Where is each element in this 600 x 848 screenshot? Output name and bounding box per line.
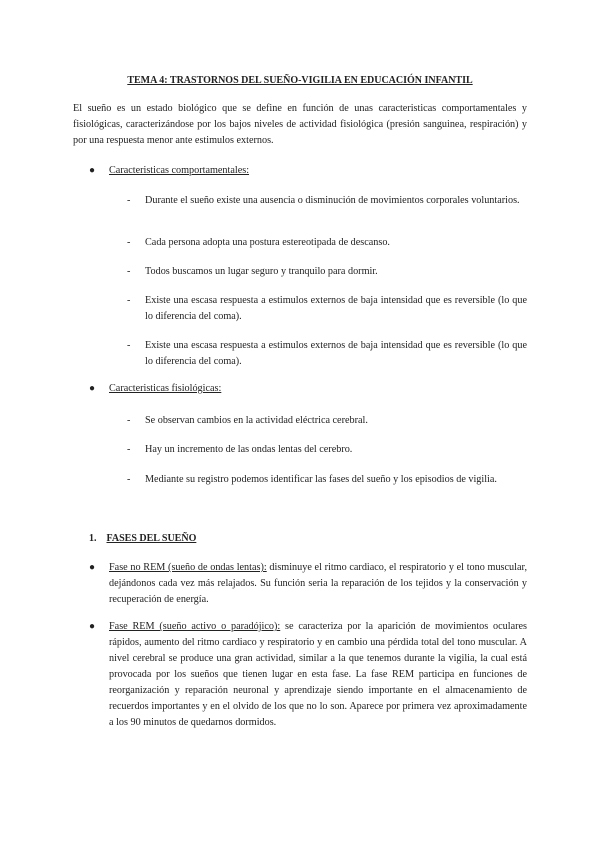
physiological-heading: Caracteristicas fisiológicas: <box>109 383 222 394</box>
list-item: Mediante su registro podemos identificar las fases del sueño y los episodios de vigilia. <box>145 474 497 485</box>
phase-term: Fase REM (sueño activo o paradójico): <box>109 621 281 632</box>
list-item: Existe una escasa respuesta a estimulos externos de baja intensidad que es reversible (lo que lo diferencia del coma). <box>145 295 527 322</box>
section-label: FASES DEL SUEÑO <box>106 533 197 544</box>
list-item: Existe una escasa respuesta a estimulos externos de baja intensidad que es reversible (lo que lo diferencia del coma). <box>145 340 527 367</box>
list-item: Cada persona adopta una postura estereotipada de descanso. <box>145 237 390 248</box>
page-title: TEMA 4: TRASTORNOS DEL SUEÑO-VIGILIA EN EDUCACIÓN INFANTIL <box>127 75 473 86</box>
dash-icon: - <box>127 444 131 455</box>
bullet-icon: ● <box>89 562 96 573</box>
dash-icon: - <box>127 237 131 248</box>
section-number: 1. <box>89 533 97 544</box>
section-heading <box>89 531 196 547</box>
phase-paragraph <box>109 560 527 608</box>
list-item: Se observan cambios en la actividad eléctrica cerebral. <box>145 415 368 426</box>
dash-icon: - <box>127 266 131 277</box>
dash-icon: - <box>127 415 131 426</box>
bullet-icon: ● <box>89 621 96 632</box>
dash-icon: - <box>127 474 131 485</box>
list-item: Durante el sueño existe una ausencia o disminución de movimientos corporales voluntarios. <box>145 195 520 206</box>
phase-term: Fase no REM (sueño de ondas lentas): <box>109 562 267 573</box>
phase-text: disminuye el ritmo cardiaco, el respiratorio y el tono muscular, dejándonos cada vez más relajados. Su función seria la reparación de los tejidos y la conservación y recuperación de energía. <box>109 562 528 605</box>
phase-text: se caracteriza por la aparición de movimientos oculares rápidos, aumento del ritmo cardiaco y respiratorio y en cambio una pérdida total del tono muscular. A nivel cerebral se produce una gran actividad, similar a la que tenemos durante la vigilia, la cual está provocada por los sueños que tienen lugar en esta fase. La fase REM participa en funciones de reorganización y reparación neuronal y aprendizaje siendo importante en el almacenamiento de recuerdos importantes y en el olvido de los que no lo son. Aparece por primera vez aproximadamente a los 90 minutos de quedarnos dormidos. <box>109 621 527 728</box>
bullet-icon: ● <box>89 165 96 176</box>
dash-icon: - <box>127 340 131 351</box>
list-item: Todos buscamos un lugar seguro y tranquilo para dormir. <box>145 266 378 277</box>
intro-paragraph: El sueño es un estado biológico que se define en función de unas caracteristicas comportamentales y fisiológicas, caracterizándose por los bajos niveles de actividad fisiológica (presión sanguinea, respiración) y por una respuesta menor ante estimulos externos. <box>73 103 527 146</box>
behavioral-heading: Caracteristicas comportamentales: <box>109 165 250 176</box>
bullet-icon: ● <box>89 383 96 394</box>
list-item: Hay un incremento de las ondas lentas del cerebro. <box>145 444 353 455</box>
dash-icon: - <box>127 295 131 306</box>
dash-icon: - <box>127 195 131 206</box>
phase-paragraph <box>109 619 527 731</box>
